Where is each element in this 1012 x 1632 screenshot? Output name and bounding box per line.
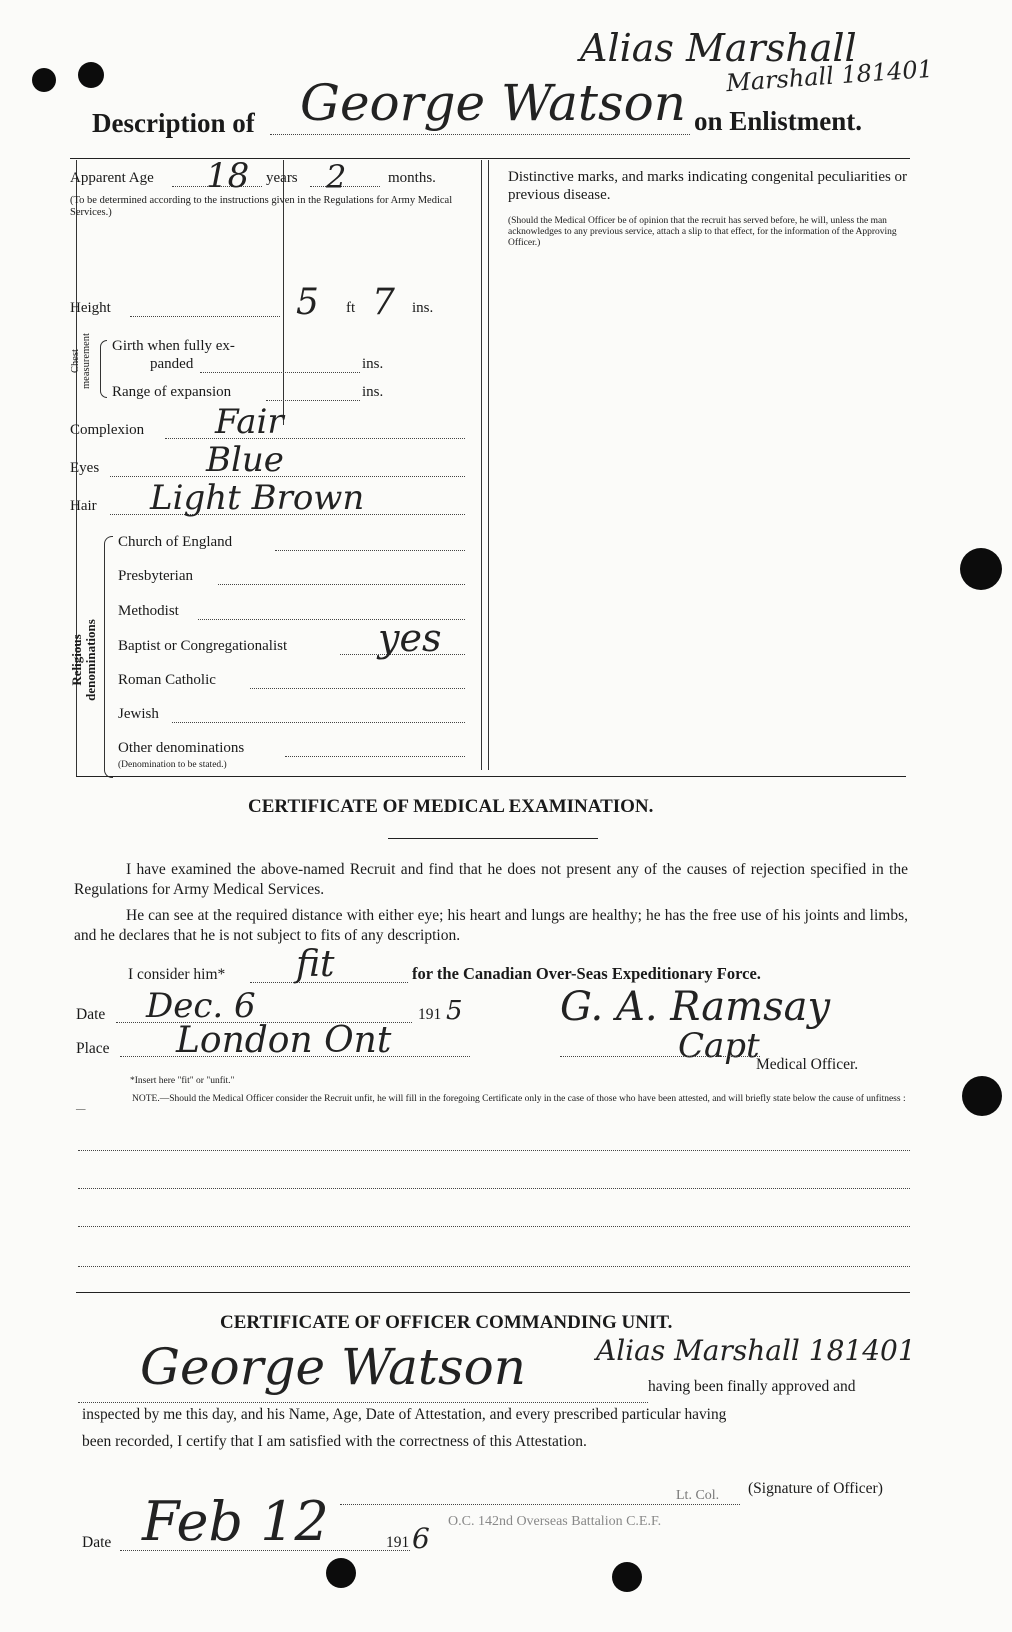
religion-baptist: Baptist or Congregationalist <box>118 638 288 654</box>
medical-officer-label: Medical Officer. <box>756 1056 859 1073</box>
dotted-line <box>250 688 465 689</box>
dotted-line <box>78 1402 648 1403</box>
dotted-line <box>285 756 465 757</box>
inches-label: ins. <box>412 300 434 316</box>
religion-side-label <box>70 600 98 720</box>
dotted-line <box>340 1504 740 1505</box>
marks-note: (Should the Medical Officer be of opinion that the recruit has served before, he will, unless the man acknowledges to any previous service, attach a slip to that effect, for the information of the Approving Officer.) <box>508 216 897 248</box>
commanding-year-prefix: 191 <box>386 1534 410 1551</box>
religion-brace <box>104 536 113 778</box>
fit-value: fit <box>296 944 335 985</box>
dotted-line <box>218 584 465 585</box>
place-value: London Ont <box>176 1020 392 1061</box>
commanding-text-1: having been finally approved and <box>648 1378 856 1395</box>
medical-title-rule <box>388 838 598 839</box>
insert-note: *Insert here "fit" or "unfit." <box>130 1076 235 1086</box>
unfit-note: NOTE.—Should the Medical Officer consider the Recruit unfit, he will fill in the foregoing Certificate only in the case of those who have been attested, and will briefly state below the cause of unfitness :— <box>76 1094 906 1115</box>
commanding-year-digit: 6 <box>412 1522 430 1555</box>
column-divider-3 <box>488 160 489 770</box>
cause-line-4 <box>78 1266 910 1267</box>
medical-date-value: Dec. 6 <box>146 986 256 1026</box>
feet-label: ft <box>346 300 356 316</box>
commanding-title: CERTIFICATE OF OFFICER COMMANDING UNIT. <box>220 1312 673 1333</box>
range-label: Range of expansion <box>112 384 232 400</box>
eyes-value: Blue <box>206 440 284 480</box>
religion-side-label-2: denominations <box>83 619 98 701</box>
section-rule-1 <box>76 776 906 777</box>
eyes-label: Eyes <box>70 460 100 476</box>
header-rule <box>70 158 910 159</box>
force-label: for the Canadian Over-Seas Expeditionary Force. <box>412 964 761 983</box>
girth-label-2: panded <box>150 356 194 372</box>
consider-label: I consider him* <box>128 966 226 983</box>
title-underline <box>270 134 690 135</box>
medical-year-digit: 5 <box>446 996 463 1026</box>
medical-title: CERTIFICATE OF MEDICAL EXAMINATION. <box>248 796 654 817</box>
punch-hole <box>612 1562 642 1592</box>
dotted-line <box>275 550 465 551</box>
medical-officer-signature: G. A. Ramsay <box>560 984 831 1030</box>
title-prefix: Description of <box>92 108 255 138</box>
title-suffix: on Enlistment. <box>694 106 863 136</box>
section-rule-2 <box>76 1292 910 1293</box>
medical-paragraph-1: I have examined the above-named Recruit and find that he does not present any of the causes of rejection specified in the Regulations for Army Medical Services. <box>74 861 908 898</box>
signature-of-officer-label: (Signature of Officer) <box>748 1480 883 1497</box>
dotted-line <box>172 722 465 723</box>
height-feet-value: 5 <box>296 282 319 323</box>
religion-presbyterian: Presbyterian <box>118 568 193 584</box>
months-label: months. <box>388 170 436 186</box>
girth-ins-label: ins. <box>362 356 384 372</box>
commanding-recruit-name: George Watson <box>140 1338 526 1396</box>
cause-line-2 <box>78 1188 910 1189</box>
cause-line-1 <box>78 1150 910 1151</box>
religion-side-label-1: Religious <box>69 634 84 686</box>
chest-brace <box>100 340 107 398</box>
alias-note: Alias Marshall <box>580 26 857 70</box>
age-note: (To be determined according to the instructions given in the Regulations for Army Medical Services.) <box>70 195 453 218</box>
regimental-number-note: Marshall 181401 <box>725 54 934 98</box>
medical-paragraph-2: He can see at the required distance with either eye; his heart and lungs are healthy; he has the free use of his joints and limbs, and he declares that he is not subject to fits of any description. <box>74 907 908 944</box>
medical-officer-rank: Capt <box>678 1026 760 1066</box>
years-label: years <box>266 170 298 186</box>
dotted-line <box>266 400 360 401</box>
commanding-alias: Alias Marshall 181401 <box>596 1334 916 1367</box>
religion-mark: yes <box>378 616 442 660</box>
religion-other: Other denominations <box>118 740 245 756</box>
marks-heading: Distinctive marks, and marks indicating congenital peculiarities or previous disease. <box>508 169 908 203</box>
girth-label-1: Girth when fully ex- <box>112 338 235 354</box>
cause-line-3 <box>78 1226 910 1227</box>
commanding-unit-stamp: O.C. 142nd Overseas Battalion C.E.F. <box>448 1514 662 1529</box>
place-label: Place <box>76 1040 110 1057</box>
commanding-date-value: Feb 12 <box>142 1490 329 1553</box>
column-divider-2 <box>481 160 482 770</box>
age-years-value: 18 <box>206 156 250 196</box>
complexion-value: Fair <box>215 402 284 442</box>
commanding-date-label: Date <box>82 1534 112 1551</box>
dotted-line <box>130 316 280 317</box>
dotted-line <box>110 476 465 477</box>
punch-hole <box>960 548 1002 590</box>
dotted-line <box>200 372 360 373</box>
recruit-name: George Watson <box>300 74 686 132</box>
hair-label: Hair <box>70 498 97 514</box>
medical-year-prefix: 191 <box>418 1006 442 1023</box>
commanding-rank-stamp: Lt. Col. <box>676 1488 720 1503</box>
punch-hole <box>962 1076 1002 1116</box>
medical-date-label: Date <box>76 1006 106 1023</box>
punch-hole <box>78 62 104 88</box>
religion-church-of-england: Church of England <box>118 534 233 550</box>
hair-value: Light Brown <box>150 478 365 518</box>
commanding-text-3: been recorded, I certify that I am satisfied with the correctness of this Attestation. <box>82 1433 587 1450</box>
commanding-text-2: inspected by me this day, and his Name, Age, Date of Attestation, and every prescribed particular having <box>82 1406 727 1423</box>
height-label: Height <box>70 300 111 316</box>
religion-jewish: Jewish <box>118 706 159 722</box>
religion-methodist: Methodist <box>118 603 179 619</box>
dotted-line <box>560 1056 760 1057</box>
complexion-label: Complexion <box>70 422 145 438</box>
age-months-value: 2 <box>326 158 347 196</box>
dotted-line <box>165 438 465 439</box>
height-inches-value: 7 <box>372 282 395 323</box>
punch-hole <box>32 68 56 92</box>
religion-roman-catholic: Roman Catholic <box>118 672 216 688</box>
other-denomination-note: (Denomination to be stated.) <box>118 760 227 770</box>
age-label: Apparent Age <box>70 170 154 186</box>
chest-measurement-label: Chest measurement <box>70 333 92 389</box>
punch-hole <box>326 1558 356 1588</box>
range-ins-label: ins. <box>362 384 384 400</box>
